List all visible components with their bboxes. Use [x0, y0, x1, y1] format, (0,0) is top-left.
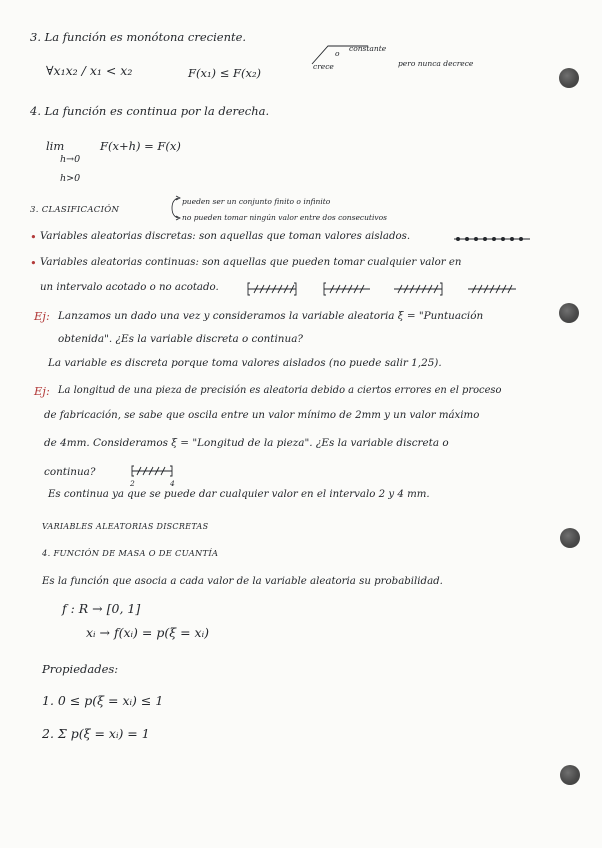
discrete-points-diagram	[454, 234, 530, 244]
def-discretas: Variables aleatorias discretas: son aquellas que toman valores aislados.	[40, 231, 411, 242]
interval-2-4-diagram	[130, 464, 176, 478]
property-4-title: 4. La función es continua por la derecha.	[30, 104, 270, 118]
note-no-values-between: no pueden tomar ningún valor entre dos consecutivos	[182, 213, 387, 222]
property-2: 2. Σ p(ξ = xᵢ) = 1	[42, 726, 150, 741]
note-finite-or-infinite: pueden ser un conjunto finito o infinito	[182, 197, 331, 206]
example-2-line1: La longitud de una pieza de precisión es aleatoria debido a ciertos errores en el proceso	[58, 385, 502, 396]
definition-funcion-masa: Es la función que asocia a cada valor de la variable aleatoria su probabilidad.	[42, 576, 443, 587]
interval-diagrams	[246, 280, 520, 298]
limit-formula: F(x+h) = F(x)	[100, 139, 181, 153]
example-2-answer: Es continua ya que se puede dar cualquier valor en el intervalo 2 y 4 mm.	[48, 489, 430, 500]
binder-hole-2	[559, 303, 579, 323]
example-2-line3: de 4mm. Consideramos ξ = "Longitud de la pieza". ¿Es la variable discreta o	[44, 437, 449, 449]
property-3-formula-left: ∀x₁x₂ / x₁ < x₂	[46, 63, 133, 78]
property-3-title: 3. La función es monótona creciente.	[30, 30, 247, 44]
limit-sub-1: h→0	[60, 154, 81, 165]
limit-sub-2: h>0	[60, 173, 81, 184]
mapping-line-2: xᵢ → f(xᵢ) = p(ξ = xᵢ)	[86, 625, 209, 640]
limit-symbol: lim	[46, 139, 65, 153]
diagram-label-crece: crece	[313, 62, 334, 71]
section-heading-discretas: VARIABLES ALEATORIAS DISCRETAS	[42, 522, 209, 531]
example-2-line4: continua?	[44, 466, 96, 478]
properties-title: Propiedades:	[42, 662, 119, 676]
property-1: 1. 0 ≤ p(ξ = xᵢ) ≤ 1	[42, 693, 164, 708]
example-2-prefix: Ej:	[34, 384, 50, 398]
diagram-note-never-decreases: pero nunca decrece	[398, 59, 474, 68]
tick-label-2: 2	[130, 479, 135, 488]
binder-hole-4	[560, 765, 580, 785]
example-2-line2: de fabricación, se sabe que oscila entre un valor mínimo de 2mm y un valor máximo	[44, 410, 480, 421]
property-3-formula-right: F(x₁) ≤ F(x₂)	[188, 66, 262, 80]
example-1-line1: Lanzamos un dado una vez y consideramos la variable aleatoria ξ = "Puntuación	[58, 310, 484, 322]
tick-label-4: 4	[170, 479, 175, 488]
binder-hole-3	[560, 528, 580, 548]
bullet-continuas: •	[30, 256, 37, 270]
def-continuas-line1: Variables aleatorias continuas: son aquellas que pueden tomar cualquier valor en	[40, 257, 462, 268]
example-1-prefix: Ej:	[34, 309, 50, 323]
mapping-line-1: f : R → [0, 1]	[62, 601, 141, 616]
binder-hole-1	[559, 68, 579, 88]
bullet-discretas: •	[30, 230, 37, 244]
section-heading-funcion-masa: 4. FUNCIÓN DE MASA O DE CUANTÍA	[42, 548, 219, 558]
section-heading-clasificacion: 3. CLASIFICACIÓN	[30, 205, 120, 215]
example-1-answer: La variable es discreta porque toma valores aislados (no puede salir 1,25).	[48, 357, 442, 369]
diagram-label-dot: o	[335, 49, 340, 58]
def-continuas-line2: un intervalo acotado o no acotado.	[40, 282, 219, 293]
example-1-line2: obtenida". ¿Es la variable discreta o continua?	[58, 333, 303, 345]
diagram-label-constante: constante	[349, 44, 387, 53]
